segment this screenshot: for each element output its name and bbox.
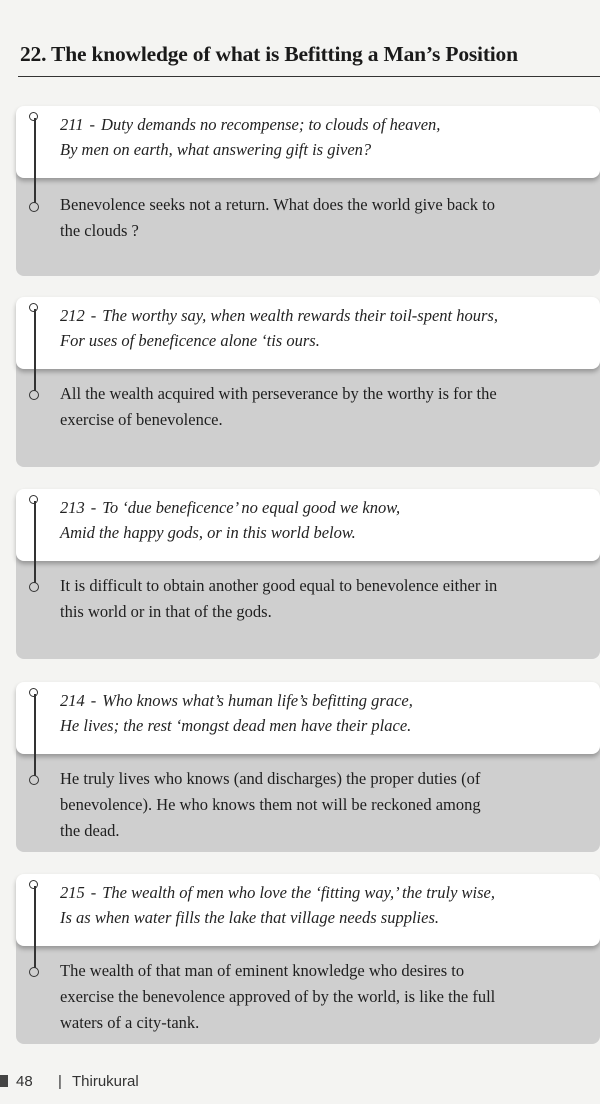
meaning-line: It is difficult to obtain another good equal to benevolence either in <box>60 576 498 595</box>
connector-line <box>34 501 36 586</box>
title-rule <box>18 76 600 77</box>
meaning-line: the dead. <box>60 821 120 840</box>
couplet-line-1-text: Who knows what’s human life’s befitting grace, <box>102 691 413 710</box>
couplet-text <box>60 880 594 930</box>
connector <box>28 880 42 977</box>
couplet-card <box>16 297 600 369</box>
meaning-text <box>60 192 596 244</box>
connector <box>28 495 42 592</box>
meaning-line: the clouds ? <box>60 221 139 240</box>
couplet-card <box>16 682 600 754</box>
dash-separator: - <box>90 306 97 325</box>
kural-block-215 <box>16 874 600 1044</box>
meaning-line: The wealth of that man of eminent knowledge who desires to <box>60 961 465 980</box>
couplet-text <box>60 112 594 162</box>
couplet-line-2: He lives; the rest ‘mongst dead men have their place. <box>60 716 412 735</box>
couplet-line-1 <box>60 495 594 520</box>
couplet-line-1-text: The worthy say, when wealth rewards their toil-spent hours, <box>102 306 498 325</box>
connector-line <box>34 886 36 971</box>
connector <box>28 688 42 785</box>
meaning-line: this world or in that of the gods. <box>60 602 272 621</box>
couplet-text <box>60 303 594 353</box>
connector <box>28 303 42 400</box>
connector <box>28 112 42 212</box>
couplet-card <box>16 489 600 561</box>
return-arrow-circle-icon <box>29 967 39 977</box>
meaning-line: exercise of benevolence. <box>60 410 223 429</box>
meaning-line: Benevolence seeks not a return. What does the world give back to <box>60 195 495 214</box>
meaning-line: waters of a city-tank. <box>60 1013 200 1032</box>
couplet-line-2: Is as when water fills the lake that village needs supplies. <box>60 908 439 927</box>
dash-separator: - <box>90 883 97 902</box>
kural-block-212 <box>16 297 600 467</box>
meaning-line: He truly lives who knows (and discharges) the proper duties (of <box>60 769 481 788</box>
kural-block-214 <box>16 682 600 852</box>
couplet-card <box>16 106 600 178</box>
connector-line <box>34 694 36 779</box>
kural-block-213 <box>16 489 600 659</box>
meaning-text <box>60 573 596 625</box>
meaning-text <box>60 958 596 1036</box>
couplet-text <box>60 688 594 738</box>
return-arrow-circle-icon <box>29 775 39 785</box>
kural-number: 212 <box>60 306 85 325</box>
kural-number: 211 <box>60 115 84 134</box>
couplet-line-2: By men on earth, what answering gift is given? <box>60 140 372 159</box>
return-arrow-circle-icon <box>29 202 39 212</box>
couplet-line-1-text: Duty demands no recompense; to clouds of heaven, <box>101 115 441 134</box>
meaning-text <box>60 766 596 844</box>
kural-number: 215 <box>60 883 85 902</box>
couplet-line-1-text: To ‘due beneficence’ no equal good we know, <box>102 498 401 517</box>
page-number: 48 <box>16 1073 33 1090</box>
book-title: Thirukural <box>72 1073 139 1090</box>
return-arrow-circle-icon <box>29 390 39 400</box>
couplet-card <box>16 874 600 946</box>
return-arrow-circle-icon <box>29 582 39 592</box>
couplet-line-2: For uses of beneficence alone ‘tis ours. <box>60 331 320 350</box>
couplet-line-1 <box>60 880 594 905</box>
meaning-line: All the wealth acquired with perseverance by the worthy is for the <box>60 384 497 403</box>
couplet-line-1 <box>60 688 594 713</box>
meaning-text <box>60 381 596 433</box>
meaning-line: benevolence). He who knows them not will be reckoned among <box>60 795 481 814</box>
couplet-line-2: Amid the happy gods, or in this world below. <box>60 523 356 542</box>
couplet-line-1-text: The wealth of men who love the ‘fitting way,’ the truly wise, <box>102 883 495 902</box>
meaning-line: exercise the benevolence approved of by the world, is like the full <box>60 987 496 1006</box>
couplet-text <box>60 495 594 545</box>
dash-separator: - <box>89 115 96 134</box>
kural-number: 214 <box>60 691 85 710</box>
dash-separator: - <box>90 691 97 710</box>
kural-number: 213 <box>60 498 85 517</box>
couplet-line-1 <box>60 303 594 328</box>
kural-block-211 <box>16 106 600 276</box>
chapter-title: 22. The knowledge of what is Befitting a Man’s Position <box>20 42 518 66</box>
footer-separator: | <box>58 1073 62 1090</box>
connector-line <box>34 309 36 394</box>
footer-marker <box>0 1075 8 1087</box>
couplet-line-1 <box>60 112 594 137</box>
dash-separator: - <box>90 498 97 517</box>
connector-line <box>34 118 36 206</box>
